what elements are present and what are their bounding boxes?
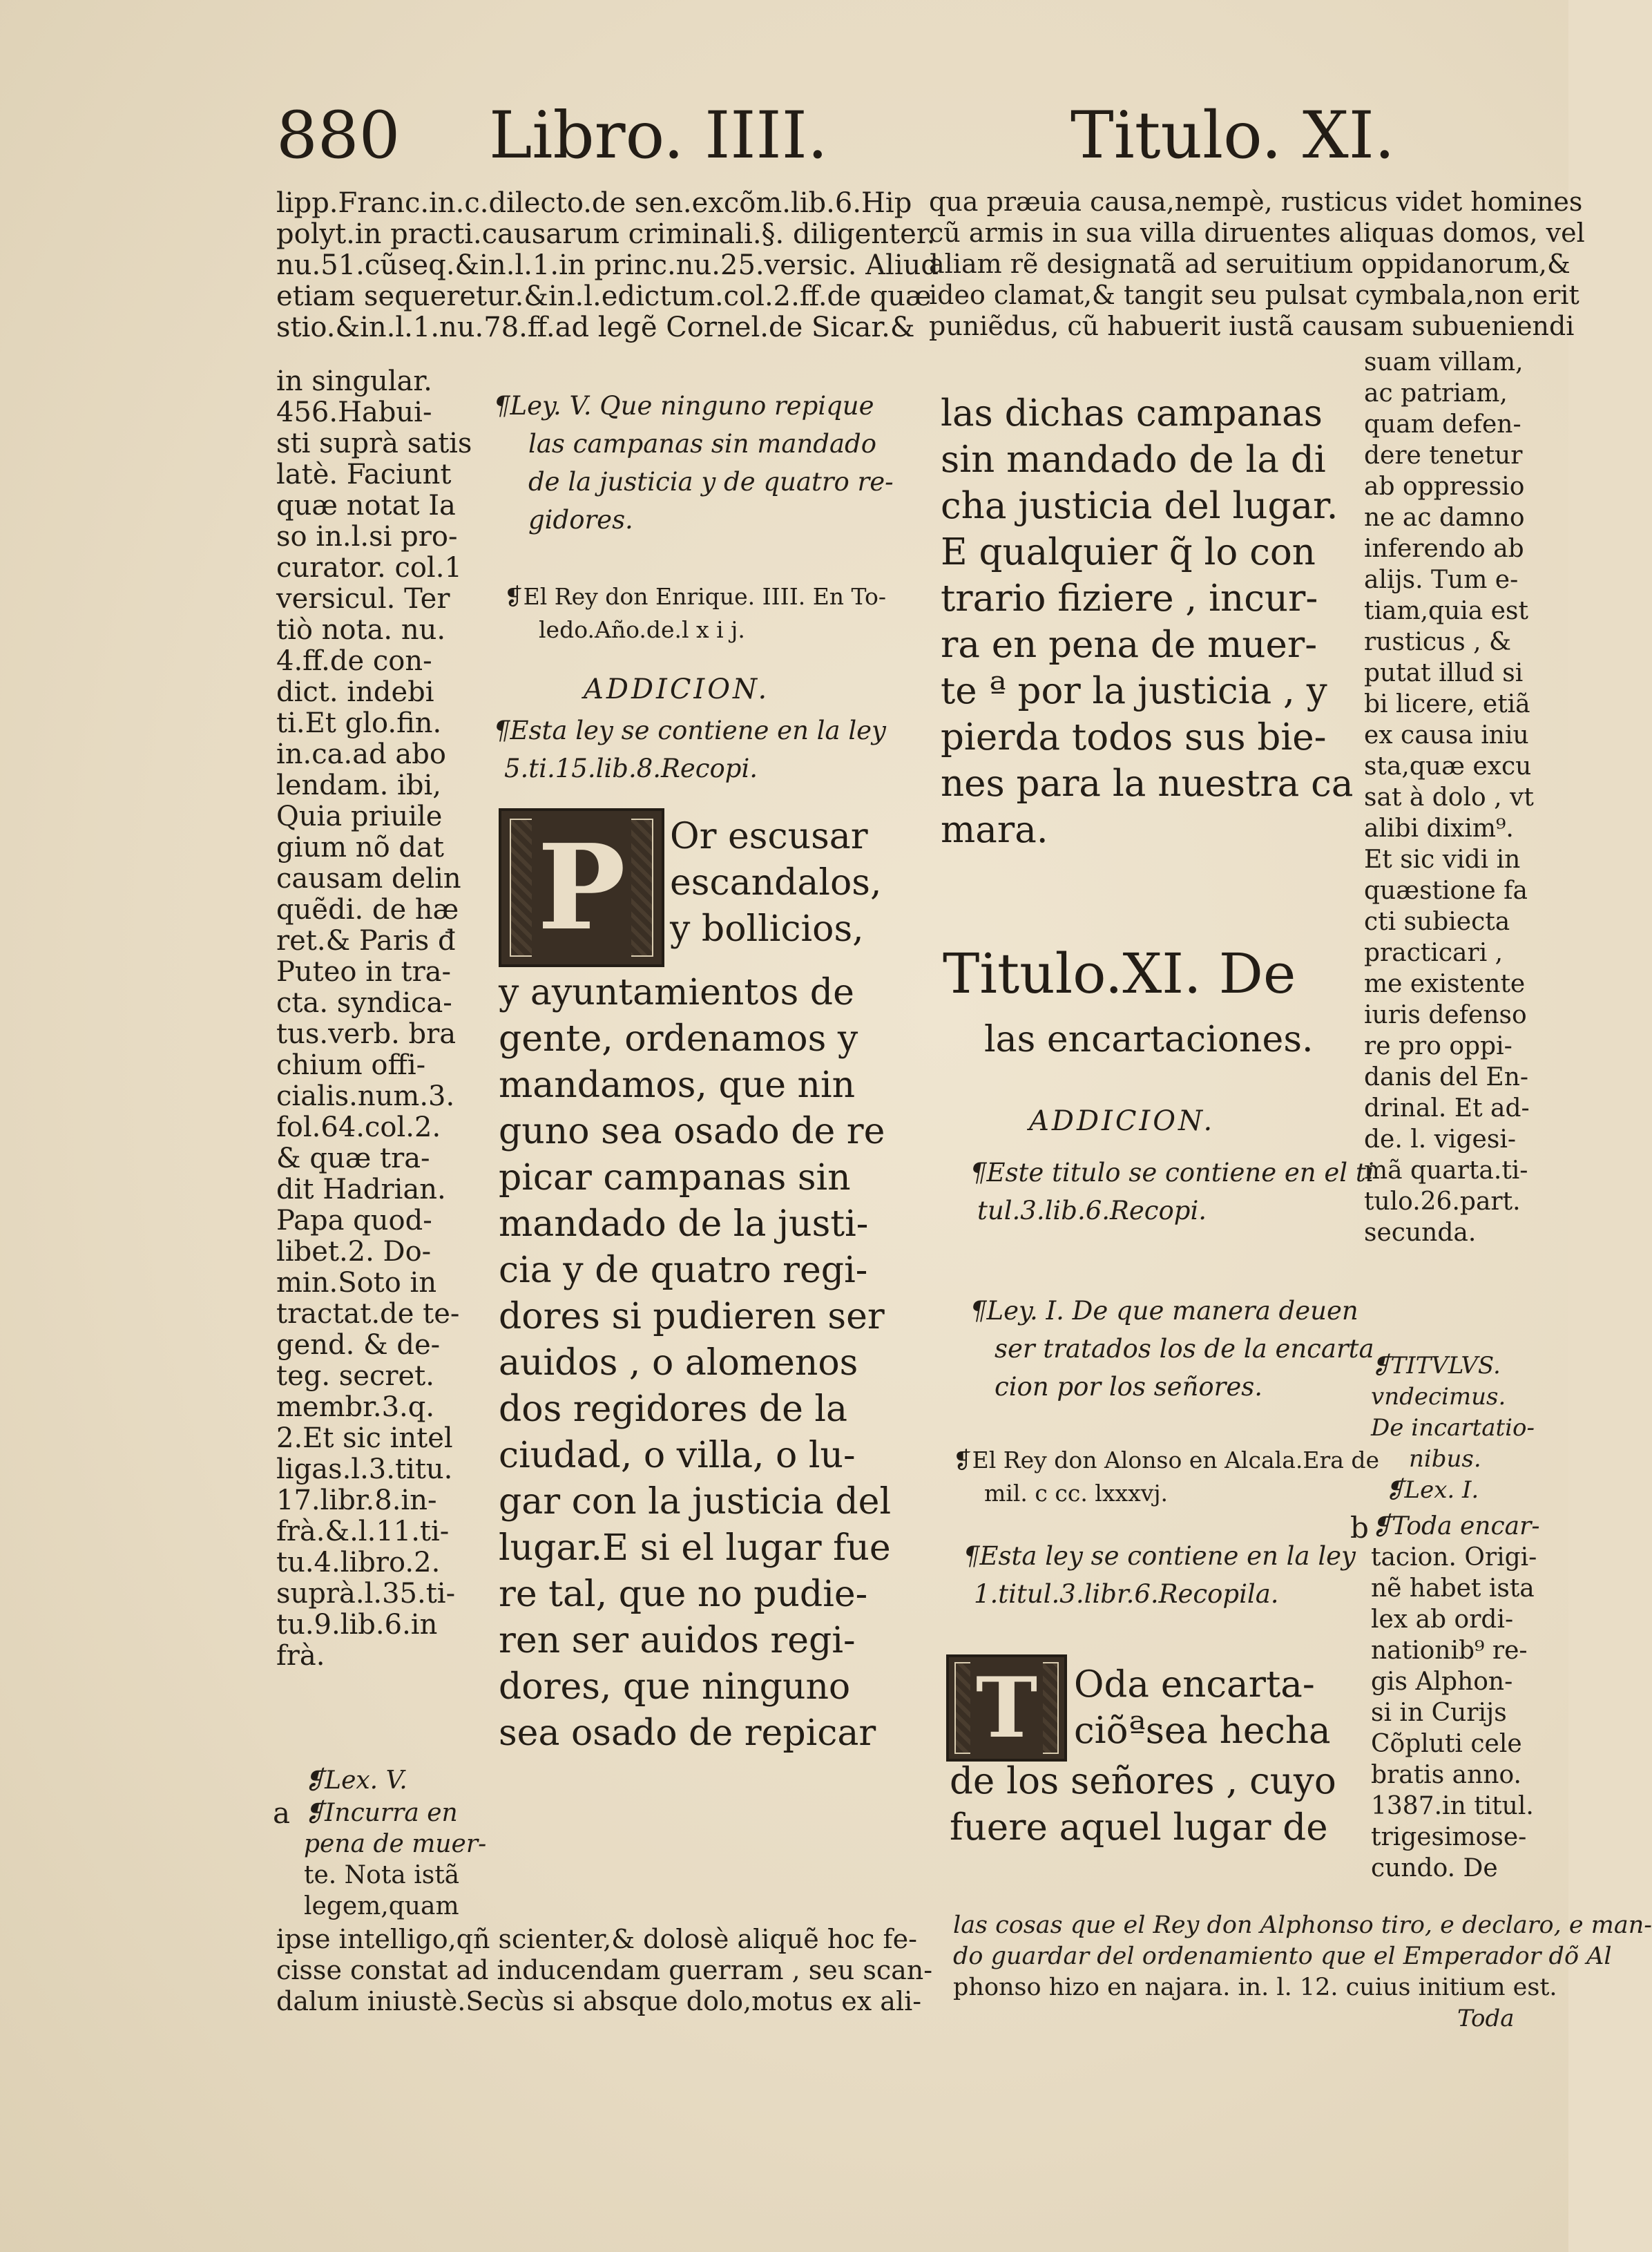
gloss-line: De incartatio- [1371, 1414, 1535, 1442]
rubric-line: ¶Este titulo se contiene en el ti [970, 1158, 1374, 1187]
gloss-line: practicari , [1364, 939, 1504, 967]
gloss-line: teg. secret. [276, 1360, 434, 1392]
gloss-line: ti.Et glo.fin. [276, 707, 442, 739]
text-line: ra en pena de muer- [941, 624, 1318, 666]
gloss-line: polyt.in practi.causarum criminali.§. diligenter. [276, 218, 936, 250]
gloss-line: so in.l.si pro- [276, 521, 458, 553]
addicion-label-2: ADDICION. [1029, 1105, 1216, 1137]
gloss-line: ne ac damno [1364, 504, 1525, 532]
gloss-line: ligas.l.3.titu. [276, 1453, 453, 1485]
running-head-titulo: Titulo. XI. [1070, 98, 1395, 173]
gloss-line: causam delin [276, 863, 461, 895]
addicion-2-text [970, 1154, 1374, 1230]
gloss-line: cisse constat ad inducendam guerram , seu scan- [276, 1955, 933, 1985]
gloss-line: pena de muer- [304, 1830, 487, 1858]
gloss-line: 17.libr.8.in- [276, 1485, 437, 1516]
text-line: guno sea osado de re [499, 1111, 885, 1152]
gloss-line: cta. syndica- [276, 987, 452, 1019]
gloss-line: tu.9.lib.6.in [276, 1609, 438, 1641]
gloss-line: 1387.in titul. [1371, 1792, 1534, 1820]
gloss-line: in singular. [276, 365, 432, 397]
gloss-line: dit Hadrian. [276, 1174, 446, 1205]
text-line: gente, ordenamos y [499, 1018, 858, 1060]
text-line: E qualquier q̃ lo con [941, 531, 1316, 573]
gloss-line: danis del En- [1364, 1063, 1529, 1091]
gloss-line: lendam. ibi, [276, 770, 441, 801]
gloss-line: lipp.Franc.in.c.dilecto.de sen.excõm.lib.6.Hip [276, 187, 912, 219]
gloss-line: frà.&.l.11.ti- [276, 1516, 450, 1547]
gloss-line: trigesimose- [1371, 1823, 1527, 1851]
gloss-line: las cosas que el Rey don Alphonso tiro, e declaro, e man- [953, 1911, 1652, 1939]
gloss-line: tiam,quia est [1364, 597, 1528, 625]
gloss-line: re pro oppi- [1364, 1032, 1512, 1060]
gloss-line: sti suprà satis [276, 428, 472, 459]
gloss-line: alibi dixim⁹. [1364, 814, 1514, 843]
gloss-line: ❡TITVLVS. [1371, 1352, 1501, 1380]
gloss-incurra [304, 1797, 486, 1922]
margin-letter-a: a [273, 1796, 291, 1830]
gloss-line: Et sic vidi in [1364, 846, 1521, 874]
gloss-line: cialis.num.3. [276, 1080, 455, 1112]
text-line: cia y de quatro regi- [499, 1250, 868, 1291]
text-line: te ª por la justicia , y [941, 670, 1327, 712]
gloss-line: tractat.de te- [276, 1298, 460, 1330]
gloss-line: quæ notat Ia [276, 490, 456, 522]
gloss-bottom-left [276, 1924, 932, 2017]
running-head-libro: Libro. IIII. [489, 98, 828, 173]
text-line: ren ser auidos regi- [499, 1620, 856, 1661]
text-line: dores si pudieren ser [499, 1296, 885, 1337]
gloss-right-column [1364, 347, 1534, 1248]
text-line: sin mandado de la di [941, 439, 1326, 481]
gloss-line: min.Soto in [276, 1267, 437, 1299]
dropcap-letter: T [970, 1659, 1043, 1757]
text-line: dores, que ninguno [499, 1666, 851, 1708]
ley-v-body-beside-drop [670, 814, 882, 953]
gloss-lex-v: ❡Lex. V. [304, 1766, 407, 1795]
catchword: Toda [1457, 2005, 1515, 2032]
text-line: escandalos, [670, 862, 882, 904]
gloss-line: inferendo ab [1364, 535, 1524, 563]
text-line: y ayuntamientos de [499, 972, 854, 1013]
gloss-top-right [929, 187, 1585, 342]
gloss-line: ac patriam, [1364, 379, 1508, 408]
text-line: auidos , o alomenos [499, 1342, 858, 1384]
rubric-line: ¶Esta ley se contiene en la ley [963, 1541, 1356, 1571]
gloss-line: cundo. De [1371, 1854, 1498, 1882]
text-line: fuere aquel lugar de [950, 1806, 1328, 1849]
gloss-line: gium nõ dat [276, 832, 444, 863]
gloss-line: puniẽdus, cũ habuerit iustã causam subueniendi [929, 311, 1575, 341]
gloss-line: ❡Toda encar- [1371, 1512, 1540, 1540]
dropcap-t [946, 1654, 1067, 1762]
rubric-line: cion por los señores. [995, 1372, 1263, 1402]
rubric-line: gidores. [528, 505, 633, 535]
gloss-line: phonso hizo en najara. in. l. 12. cuius initium est. [953, 1974, 1557, 2001]
gloss-line: quæstione fa [1364, 877, 1528, 905]
gloss-line: nu.51.cũseq.&in.l.1.in princ.nu.25.versic. Aliud [276, 249, 939, 281]
gloss-line: qua præuia causa,nempè, rusticus videt homines [929, 187, 1583, 217]
rubric-line: ¶Ley. I. De que manera deuen [970, 1296, 1358, 1326]
ley-i-body [950, 1758, 1336, 1851]
gloss-line: drinal. Et ad- [1364, 1094, 1530, 1123]
gloss-line: 456.Habui- [276, 397, 432, 428]
gloss-line: te. Nota istã [304, 1861, 460, 1889]
gloss-line: suprà.l.35.ti- [276, 1578, 456, 1610]
text-line: de los señores , cuyo [950, 1760, 1336, 1802]
gloss-line: tulo.26.part. [1364, 1187, 1521, 1216]
gloss-line: ideo clamat,& tangit seu pulsat cymbala,non erit [929, 280, 1579, 310]
text-line: gar con la justicia del [499, 1481, 892, 1523]
gloss-line: frà. [276, 1640, 325, 1672]
gloss-line: tus.verb. bra [276, 1018, 457, 1050]
gloss-line: nationib⁹ re- [1371, 1636, 1528, 1665]
rubric-line: ¶Esta ley se contiene en la ley [494, 716, 886, 745]
gloss-line: mã quarta.ti- [1364, 1156, 1528, 1185]
gloss-line: quẽdi. de hæ [276, 894, 459, 926]
gloss-top-left [276, 188, 939, 343]
ley-i-addicion [963, 1537, 1356, 1613]
gloss-line: me existente [1364, 970, 1526, 998]
gloss-line: cti subiecta [1364, 908, 1510, 936]
gloss-line: membr.3.q. [276, 1391, 435, 1423]
gloss-line: suam villam, [1364, 348, 1524, 376]
gloss-line: 4.ff.de con- [276, 645, 432, 677]
text-line: pierda todos sus bie- [941, 716, 1327, 758]
page-number: 880 [276, 98, 401, 173]
gloss-titulus [1371, 1351, 1535, 1506]
text-line: cha justicia del lugar. [941, 485, 1338, 527]
gloss-line: latè. Faciunt [276, 459, 452, 490]
gloss-line: 2.Et sic intel [276, 1422, 453, 1454]
gloss-line: Puteo in tra- [276, 956, 452, 988]
gloss-line: libet.2. Do- [276, 1236, 432, 1268]
dropcap-p [499, 808, 664, 967]
gloss-line: gend. & de- [276, 1329, 441, 1361]
gloss-line: ❡Lex. I. [1385, 1476, 1479, 1504]
dropcap-ornament [510, 819, 653, 956]
gloss-line: dere tenetur [1364, 441, 1523, 470]
gloss-line: quam defen- [1364, 410, 1521, 439]
gloss-line: ret.& Paris đ [276, 925, 456, 957]
gloss-line: sat à dolo , vt [1364, 783, 1534, 812]
text-line: ciõªsea hecha [1074, 1710, 1331, 1752]
gloss-line: tu.4.libro.2. [276, 1547, 441, 1578]
gloss-line: de. l. vigesi- [1364, 1125, 1516, 1154]
text-line: picar campanas sin [499, 1157, 851, 1199]
text-line: sea osado de repicar [499, 1712, 876, 1754]
gloss-line: lex ab ordi- [1371, 1605, 1514, 1634]
gloss-line: tacion. Origi- [1371, 1543, 1537, 1572]
titulo-xi-subheading: las encartaciones. [984, 1019, 1314, 1060]
gloss-line: vndecimus. [1371, 1383, 1506, 1411]
text-line: mandado de la justi- [499, 1203, 869, 1245]
gloss-line: Cõpluti cele [1371, 1730, 1522, 1758]
gloss-line: secunda. [1364, 1219, 1477, 1247]
gloss-line: cũ armis in sua villa diruentes aliquas domos, vel [929, 218, 1585, 248]
source-line: mil. c cc. lxxxvj. [984, 1480, 1169, 1507]
gloss-line: ipse intelligo,qñ scienter,& dolosè aliquẽ hoc fe- [276, 1924, 917, 1954]
source-line: ❡El Rey don Alonso en Alcala.Era de [953, 1447, 1380, 1473]
rubric-line: las campanas sin mandado [528, 429, 876, 459]
ley-v-rubric [494, 387, 894, 539]
gloss-line: Quia priuile [276, 801, 443, 832]
text-line: las dichas campanas [941, 392, 1323, 435]
gloss-line: in.ca.ad abo [276, 738, 446, 770]
gloss-line: curator. col.1 [276, 552, 462, 584]
text-line: y bollicios, [670, 908, 864, 950]
rubric-line: de la justicia y de quatro re- [528, 467, 894, 497]
gloss-line: stio.&in.l.1.nu.78.ff.ad legẽ Cornel.de Sicar.& [276, 312, 915, 343]
gloss-line: nẽ habet ista [1371, 1574, 1535, 1603]
gloss-line: nibus. [1409, 1445, 1481, 1473]
ley-i-body-beside-drop [1074, 1661, 1331, 1754]
text-line: mandamos, que nin [499, 1065, 856, 1106]
gloss-line: etiam sequeretur.&in.l.edictum.col.2.ff.de quæ [276, 280, 932, 312]
dropcap-ornament [954, 1659, 1059, 1757]
text-line: Oda encarta- [1074, 1663, 1315, 1706]
text-line: nes para la nuestra ca [941, 763, 1354, 805]
gloss-line: aliam rẽ designatã ad seruitium oppidanorum,& [929, 249, 1571, 279]
ley-i-rubric [970, 1292, 1374, 1406]
gloss-line: tiò nota. nu. [276, 614, 446, 646]
addicion-1-text [494, 712, 886, 788]
gloss-line: versicul. Ter [276, 583, 450, 615]
ley-v-body-continued [941, 390, 1353, 853]
gloss-line: alijs. Tum e- [1364, 566, 1519, 594]
gloss-line: ex causa iniu [1364, 721, 1529, 750]
rubric-line: 5.ti.15.lib.8.Recopi. [504, 754, 758, 783]
gloss-line: gis Alphon- [1371, 1668, 1513, 1696]
gloss-line: Papa quod- [276, 1205, 432, 1237]
gloss-line: ❡Incurra en [304, 1799, 458, 1827]
rubric-line: ¶Ley. V. Que ninguno repique [494, 391, 874, 421]
gloss-line: dalum iniustè.Secùs si absque dolo,motus ex ali- [276, 1986, 922, 2016]
gloss-line: si in Curijs [1371, 1699, 1507, 1727]
gloss-line: fol.64.col.2. [276, 1111, 441, 1143]
gloss-line: ab oppressio [1364, 473, 1525, 501]
gloss-bottom-right [953, 1910, 1652, 2003]
rubric-line: tul.3.lib.6.Recopi. [977, 1196, 1207, 1225]
titulo-xi-heading: Titulo.XI. De [943, 942, 1296, 1006]
text-line: Or escusar [670, 816, 868, 857]
gloss-line: bratis anno. [1371, 1761, 1521, 1789]
text-line: dos regidores de la [499, 1389, 848, 1430]
source-line: ❡El Rey don Enrique. IIII. En To- [504, 583, 887, 610]
gloss-line: chium offi- [276, 1049, 426, 1081]
text-line: ciudad, o villa, o lu- [499, 1435, 856, 1476]
gloss-left-column [276, 366, 472, 1672]
gloss-line: dict. indebi [276, 676, 434, 708]
gloss-line: do guardar del ordenamiento que el Emperador dõ Al [953, 1943, 1612, 1970]
text-line: re tal, que no pudie- [499, 1574, 868, 1615]
gloss-line: putat illud si [1364, 659, 1524, 687]
gloss-line: & quæ tra- [276, 1143, 430, 1174]
gloss-line: sta,quæ excu [1364, 752, 1532, 781]
text-line: mara. [941, 809, 1048, 851]
rubric-line: 1.titul.3.libr.6.Recopila. [974, 1579, 1279, 1609]
gloss-line: bi licere, etiã [1364, 690, 1530, 718]
gloss-line: legem,quam [304, 1892, 459, 1920]
rubric-line: ser tratados los de la encarta [995, 1334, 1374, 1364]
ley-i-source [953, 1444, 1379, 1510]
source-line: ledo.Año.de.l x i j. [539, 616, 745, 643]
text-line: lugar.E si el lugar fue [499, 1527, 891, 1569]
addicion-label-1: ADDICION. [584, 674, 770, 705]
gloss-toda [1371, 1511, 1540, 1884]
gloss-line: rusticus , & [1364, 628, 1512, 656]
ley-v-body [499, 970, 891, 1757]
gloss-line: iuris defenso [1364, 1001, 1527, 1029]
text-line: trario fiziere , incur- [941, 578, 1318, 620]
dropcap-letter: P [532, 819, 631, 957]
margin-letter-b: b [1350, 1511, 1369, 1545]
ley-v-source [504, 580, 886, 647]
